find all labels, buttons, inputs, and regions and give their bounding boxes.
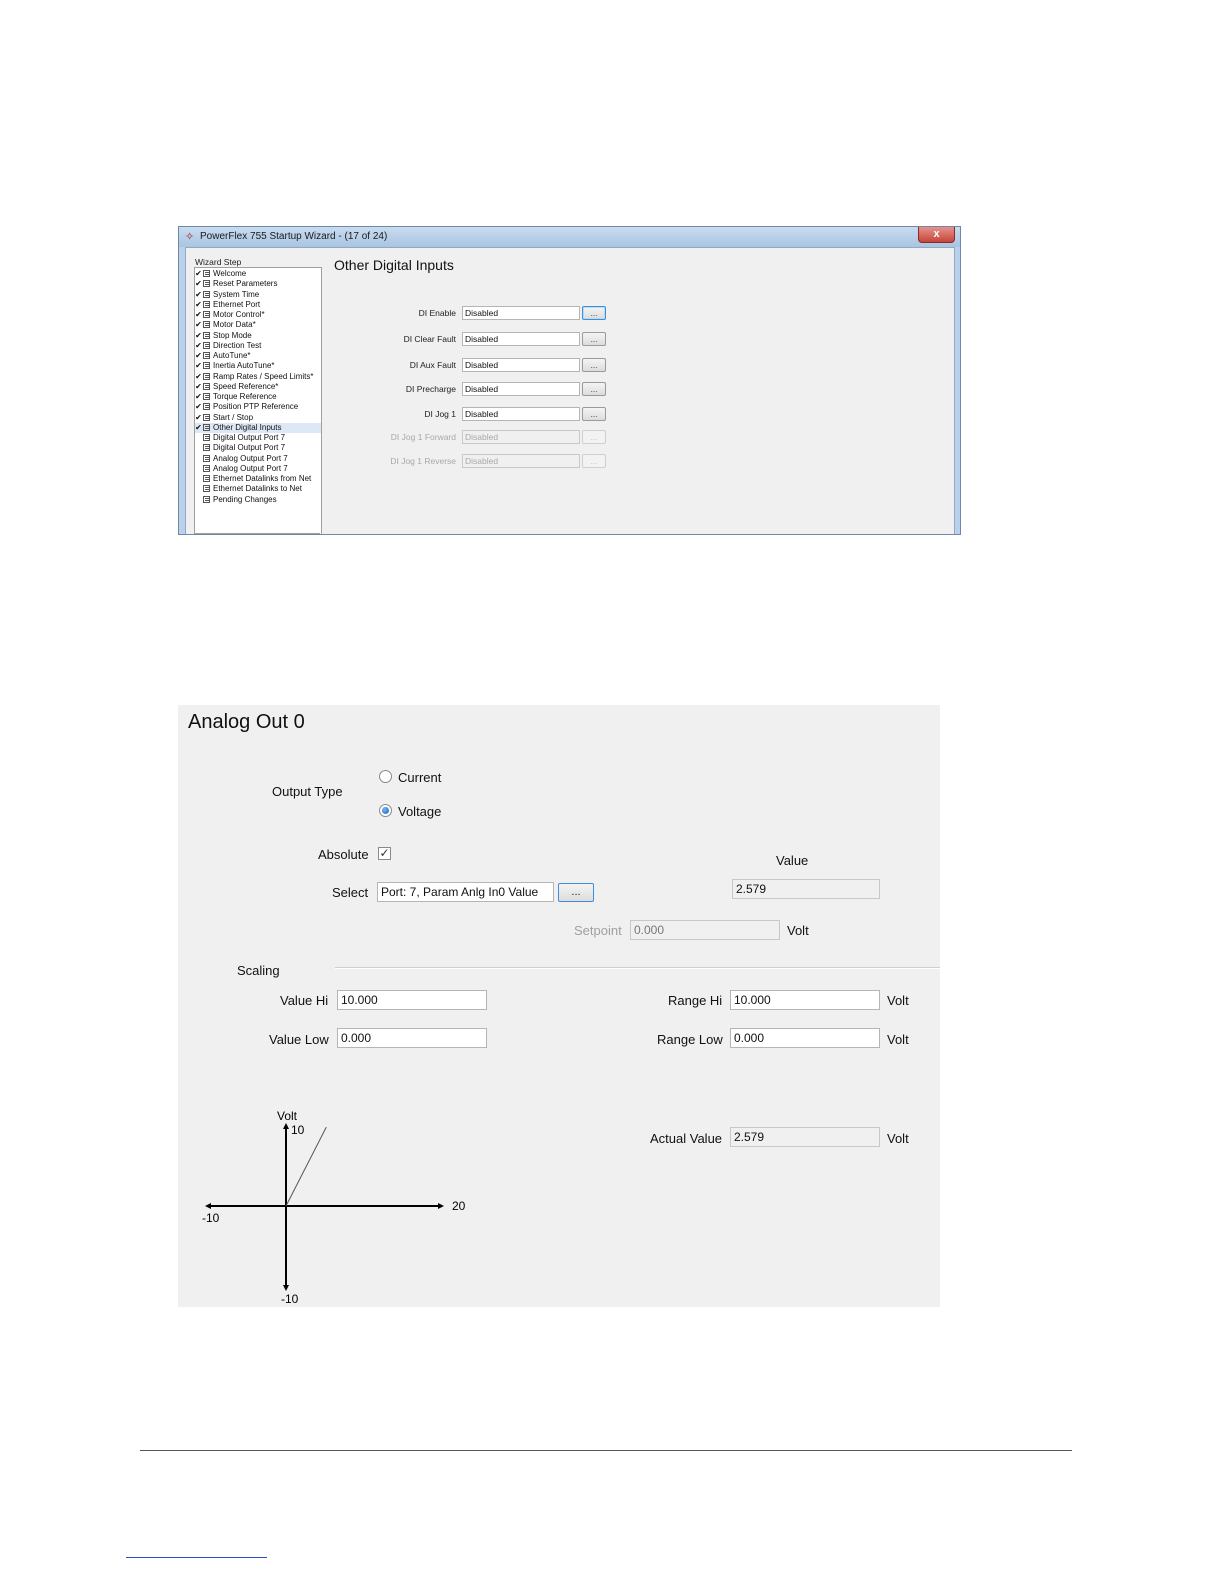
x-max-tick-label: 20 bbox=[452, 1199, 466, 1213]
digital-input-browse-button[interactable]: ... bbox=[582, 358, 606, 372]
digital-input-row bbox=[186, 331, 616, 347]
value-hi-label: Value Hi bbox=[280, 993, 329, 1008]
digital-input-label: DI Aux Fault bbox=[409, 360, 456, 370]
document-icon bbox=[203, 485, 210, 492]
footer-rule bbox=[140, 1450, 1072, 1451]
checkmark-icon: ✔ bbox=[195, 371, 202, 381]
current-radio[interactable] bbox=[379, 770, 392, 783]
range-low-label: Range Low bbox=[657, 1032, 723, 1047]
wizard-step-item[interactable] bbox=[195, 474, 321, 484]
checkmark-icon: ✔ bbox=[195, 361, 202, 371]
document-icon bbox=[203, 270, 210, 277]
checkmark-icon: ✔ bbox=[195, 279, 202, 289]
checkmark-icon: ✔ bbox=[195, 340, 202, 350]
scaling-label: Scaling bbox=[237, 963, 280, 978]
digital-input-label: DI Enable bbox=[418, 308, 456, 318]
wizard-step-item[interactable] bbox=[195, 279, 321, 289]
document-icon bbox=[203, 291, 210, 298]
digital-input-value-field[interactable]: Disabled bbox=[462, 358, 580, 372]
digital-input-browse-button[interactable]: ... bbox=[582, 306, 606, 320]
wizard-step-label-text: Motor Control* bbox=[213, 310, 265, 319]
wizard-step-label-text: System Time bbox=[213, 289, 260, 299]
digital-input-value-field[interactable]: Disabled bbox=[462, 332, 580, 346]
wizard-step-label-text: Speed Reference* bbox=[213, 381, 279, 391]
range-hi-field[interactable]: 10.000 bbox=[730, 990, 880, 1010]
digital-input-value-field[interactable]: Disabled bbox=[462, 382, 580, 396]
checkmark-icon: ✔ bbox=[195, 402, 202, 412]
output-type-label: Output Type bbox=[272, 784, 343, 799]
wizard-step-label-text: Start / Stop bbox=[213, 412, 254, 422]
digital-input-label: DI Precharge bbox=[405, 384, 456, 394]
value-low-label: Value Low bbox=[269, 1032, 329, 1047]
actual-value-label: Actual Value bbox=[650, 1131, 723, 1146]
digital-input-label: DI Clear Fault bbox=[403, 334, 456, 344]
scaling-line bbox=[286, 1127, 326, 1206]
startup-wizard-window bbox=[178, 226, 961, 535]
panel-title: Analog Out 0 bbox=[188, 711, 305, 733]
wizard-step-label-text: Digital Output Port 7 bbox=[213, 443, 286, 453]
wizard-step-label-text: Ethernet Port bbox=[213, 299, 261, 309]
digital-input-row bbox=[186, 453, 616, 469]
x-axis-arrow-right bbox=[438, 1203, 444, 1209]
checkmark-icon: ✔ bbox=[195, 381, 202, 391]
value-label: Value bbox=[776, 853, 809, 868]
absolute-label: Absolute bbox=[318, 847, 369, 862]
scaling-chart bbox=[178, 1105, 478, 1307]
window-title: PowerFlex 755 Startup Wizard - (17 of 24) bbox=[200, 231, 388, 242]
checkmark-icon: ✔ bbox=[195, 320, 202, 330]
digital-input-row bbox=[186, 406, 616, 422]
wizard-step-item[interactable] bbox=[195, 484, 321, 494]
y-min-tick-label: -10 bbox=[281, 1292, 299, 1306]
checkmark-icon: ✔ bbox=[195, 269, 202, 278]
wizard-step-label-text: AutoTune* bbox=[213, 351, 251, 360]
x-axis-arrow-left bbox=[205, 1203, 211, 1209]
page-title: Other Digital Inputs bbox=[334, 257, 454, 273]
digital-input-row bbox=[186, 357, 616, 373]
digital-input-browse-button: ... bbox=[582, 454, 606, 468]
digital-input-browse-button[interactable]: ... bbox=[582, 382, 606, 396]
wizard-step-label-text: Motor Data* bbox=[213, 320, 256, 330]
step-list-scrollbar[interactable] bbox=[194, 533, 320, 535]
y-axis-arrow-up bbox=[283, 1123, 289, 1129]
value-field: 2.579 bbox=[732, 879, 880, 899]
actual-value-field: 2.579 bbox=[730, 1127, 880, 1147]
digital-input-row bbox=[186, 305, 616, 321]
wizard-step-label-text: Position PTP Reference bbox=[213, 402, 299, 412]
digital-input-browse-button[interactable]: ... bbox=[582, 332, 606, 346]
setpoint-label: Setpoint bbox=[574, 923, 622, 938]
wizard-step-label-text: Direction Test bbox=[213, 340, 262, 350]
wizard-step-item[interactable] bbox=[195, 269, 321, 279]
digital-input-row bbox=[186, 381, 616, 397]
wizard-step-item[interactable] bbox=[195, 372, 321, 382]
wizard-step-item[interactable] bbox=[195, 320, 321, 330]
scaling-separator bbox=[335, 967, 940, 969]
checkmark-icon: ✔ bbox=[195, 310, 202, 319]
document-icon bbox=[203, 321, 210, 328]
digital-input-value-field[interactable]: Disabled bbox=[462, 407, 580, 421]
select-label: Select bbox=[332, 885, 369, 900]
range-hi-label: Range Hi bbox=[668, 993, 723, 1008]
wizard-client-area bbox=[185, 247, 955, 534]
wizard-step-label-text: Analog Output Port 7 bbox=[213, 453, 288, 463]
absolute-checkbox[interactable] bbox=[378, 847, 391, 860]
wizard-step-label-text: Ethernet Datalinks to Net bbox=[213, 484, 302, 494]
wizard-step-label-text: Inertia AutoTune* bbox=[213, 361, 275, 371]
value-low-field[interactable]: 0.000 bbox=[337, 1028, 487, 1048]
wand-icon: ✧ bbox=[185, 231, 195, 243]
digital-input-row bbox=[186, 429, 616, 445]
wizard-step-label-text: Reset Parameters bbox=[213, 279, 278, 289]
wizard-step-label-text: Welcome bbox=[213, 269, 247, 278]
wizard-step-label-text: Analog Output Port 7 bbox=[213, 463, 288, 473]
value-hi-field[interactable]: 10.000 bbox=[337, 990, 487, 1010]
document-icon bbox=[203, 496, 210, 503]
checkmark-icon: ✔ bbox=[195, 299, 202, 309]
range-hi-unit: Volt bbox=[887, 993, 909, 1008]
analog-out-panel bbox=[178, 705, 940, 1307]
voltage-option-label[interactable]: Voltage bbox=[398, 804, 442, 819]
range-low-unit: Volt bbox=[887, 1032, 909, 1047]
range-low-field[interactable]: 0.000 bbox=[730, 1028, 880, 1048]
document-icon bbox=[203, 280, 210, 287]
wizard-step-item[interactable] bbox=[195, 290, 321, 300]
actual-value-unit: Volt bbox=[887, 1131, 909, 1146]
wizard-step-item[interactable] bbox=[195, 495, 321, 505]
digital-input-value-field: Disabled bbox=[462, 454, 580, 468]
title-bar bbox=[179, 227, 960, 247]
document-icon bbox=[203, 373, 210, 380]
y-max-tick-label: 10 bbox=[291, 1123, 305, 1137]
x-min-tick-label: -10 bbox=[202, 1211, 220, 1225]
setpoint-field: 0.000 bbox=[630, 920, 780, 940]
y-axis-arrow-down bbox=[283, 1285, 289, 1291]
wizard-step-label-text: Other Digital Inputs bbox=[213, 422, 282, 432]
digital-input-browse-button: ... bbox=[582, 430, 606, 444]
select-field[interactable]: Port: 7, Param Anlg In0 Value bbox=[377, 882, 554, 902]
digital-input-label: DI Jog 1 Reverse bbox=[390, 456, 456, 466]
wizard-step-label-text: Pending Changes bbox=[213, 494, 277, 504]
checkmark-icon: ✓ bbox=[379, 846, 390, 860]
document-icon bbox=[203, 444, 210, 451]
wizard-step-label-text: Ethernet Datalinks from Net bbox=[213, 474, 312, 483]
checkmark-icon: ✔ bbox=[195, 330, 202, 340]
checkmark-icon: ✔ bbox=[195, 392, 202, 401]
footer-link-underline[interactable] bbox=[126, 1557, 267, 1558]
checkmark-icon: ✔ bbox=[195, 289, 202, 299]
checkmark-icon: ✔ bbox=[195, 412, 202, 422]
checkmark-icon: ✔ bbox=[195, 351, 202, 360]
document-icon bbox=[203, 475, 210, 482]
wizard-step-label-text: Digital Output Port 7 bbox=[213, 433, 286, 442]
wizard-step-label-text: Torque Reference bbox=[213, 392, 277, 401]
digital-input-value-field[interactable]: Disabled bbox=[462, 306, 580, 320]
digital-input-label: DI Jog 1 bbox=[424, 409, 456, 419]
checkmark-icon: ✔ bbox=[195, 422, 202, 432]
select-browse-button[interactable]: ... bbox=[558, 883, 594, 902]
close-button[interactable]: x bbox=[918, 227, 955, 243]
current-option-label[interactable]: Current bbox=[398, 770, 442, 785]
wizard-step-label-text: Ramp Rates / Speed Limits* bbox=[213, 371, 314, 381]
digital-input-label: DI Jog 1 Forward bbox=[390, 432, 456, 442]
digital-input-value-field: Disabled bbox=[462, 430, 580, 444]
wizard-step-label: Wizard Step bbox=[195, 257, 242, 267]
y-axis-title: Volt bbox=[277, 1109, 298, 1123]
setpoint-unit: Volt bbox=[787, 923, 809, 938]
voltage-radio[interactable] bbox=[379, 804, 392, 817]
wizard-step-label-text: Stop Mode bbox=[213, 330, 252, 340]
digital-input-browse-button[interactable]: ... bbox=[582, 407, 606, 421]
